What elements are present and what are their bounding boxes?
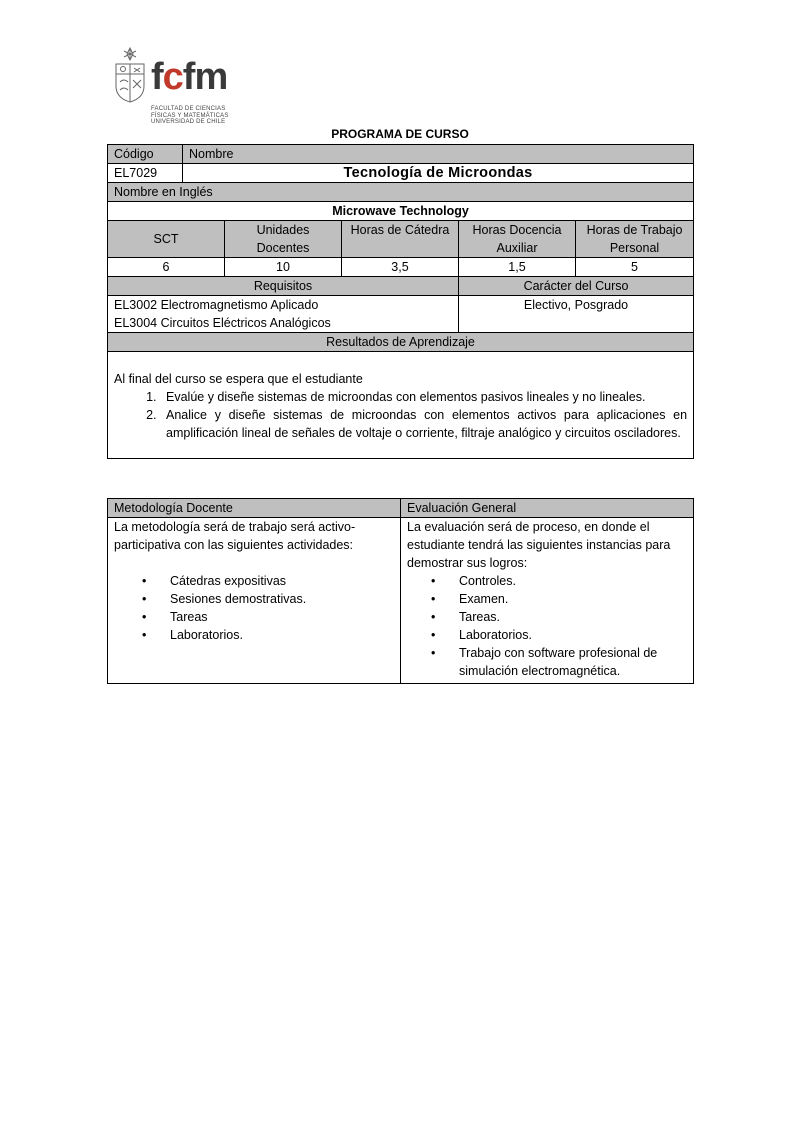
evaluacion-list (407, 572, 687, 680)
requisitos-list (108, 296, 459, 333)
sct-header: SCT (108, 221, 225, 258)
list-item: 2. Analice y diseñe sistemas de microondas con elementos activos para aplicaciones en amplificación lineal de señales de voltaje o corriente, filtraje analógico y circuitos osciladores. (160, 406, 687, 442)
list-item: • Laboratorios. (164, 626, 394, 644)
caracter-label: Carácter del Curso (459, 277, 694, 296)
english-name-label: Nombre en Inglés (108, 183, 694, 202)
requisitos-row (108, 296, 694, 333)
resultados-row (108, 352, 694, 459)
fcfm-logo (112, 46, 247, 130)
metodologia-label: Metodología Docente (108, 499, 401, 518)
caracter-value: Electivo, Posgrado (459, 296, 694, 333)
code-name-row (108, 164, 694, 183)
sct-value: 6 (108, 258, 225, 277)
faculty-subtitle: FACULTAD DE CIENCIAS FÍSICAS Y MATEMÁTICAS UNIVERSIDAD DE CHILE (151, 106, 229, 125)
horas-catedra-header: Horas de Cátedra (342, 221, 459, 258)
metodologia-content (108, 518, 401, 684)
resultados-label: Resultados de Aprendizaje (108, 333, 694, 352)
list-item: • Examen. (453, 590, 687, 608)
unidades-docentes-value: 10 (225, 258, 342, 277)
english-name: Microwave Technology (108, 202, 694, 221)
list-item: • Tareas. (453, 608, 687, 626)
requisitos-header-row (108, 277, 694, 296)
metodologia-row (108, 518, 694, 684)
list-item: • Tareas (164, 608, 394, 626)
page-title: PROGRAMA DE CURSO (331, 127, 469, 141)
name-label: Nombre (183, 145, 694, 164)
evaluacion-label: Evaluación General (401, 499, 694, 518)
horas-trabajo-header: Horas de Trabajo Personal (576, 221, 694, 258)
course-code: EL7029 (108, 164, 183, 183)
unidades-docentes-header: Unidades Docentes (225, 221, 342, 258)
units-values-row (108, 258, 694, 277)
list-item: • Sesiones demostrativas. (164, 590, 394, 608)
list-item: • Trabajo con software profesional de simulación electromagnética. (453, 644, 687, 680)
metodologia-evaluacion-table (107, 498, 694, 684)
evaluacion-intro: La evaluación será de proceso, en donde el estudiante tendrá las siguientes instancias para demostrar sus logros: (407, 520, 671, 570)
horas-trabajo-value: 5 (576, 258, 694, 277)
requisito-item: EL3004 Circuitos Eléctricos Analógicos (114, 316, 331, 330)
list-item: 1. Evalúe y diseñe sistemas de microondas con elementos pasivos lineales y no lineales. (160, 388, 687, 406)
requisito-item: EL3002 Electromagnetismo Aplicado (114, 298, 319, 312)
requisitos-label: Requisitos (108, 277, 459, 296)
metodologia-list (114, 572, 394, 644)
evaluacion-content (401, 518, 694, 684)
horas-auxiliar-header: Horas Docencia Auxiliar (459, 221, 576, 258)
english-name-row (108, 202, 694, 221)
fcfm-wordmark: fcfm (151, 56, 228, 98)
horas-auxiliar-value: 1,5 (459, 258, 576, 277)
resultados-content (108, 352, 694, 459)
university-seal-icon (112, 46, 148, 108)
resultados-intro: Al final del curso se espera que el estudiante (114, 372, 363, 386)
code-label: Código (108, 145, 183, 164)
units-header-row (108, 221, 694, 258)
metodologia-intro: La metodología será de trabajo será activo-participativa con las siguientes actividades: (114, 520, 356, 552)
list-item: • Cátedras expositivas (164, 572, 394, 590)
list-item: • Controles. (453, 572, 687, 590)
resultados-list (114, 388, 687, 442)
horas-catedra-value: 3,5 (342, 258, 459, 277)
resultados-header-row (108, 333, 694, 352)
metodologia-header-row (108, 499, 694, 518)
course-name: Tecnología de Microondas (183, 164, 694, 183)
list-item: • Laboratorios. (453, 626, 687, 644)
code-name-header-row (108, 145, 694, 164)
course-table (107, 144, 694, 459)
english-label-row (108, 183, 694, 202)
